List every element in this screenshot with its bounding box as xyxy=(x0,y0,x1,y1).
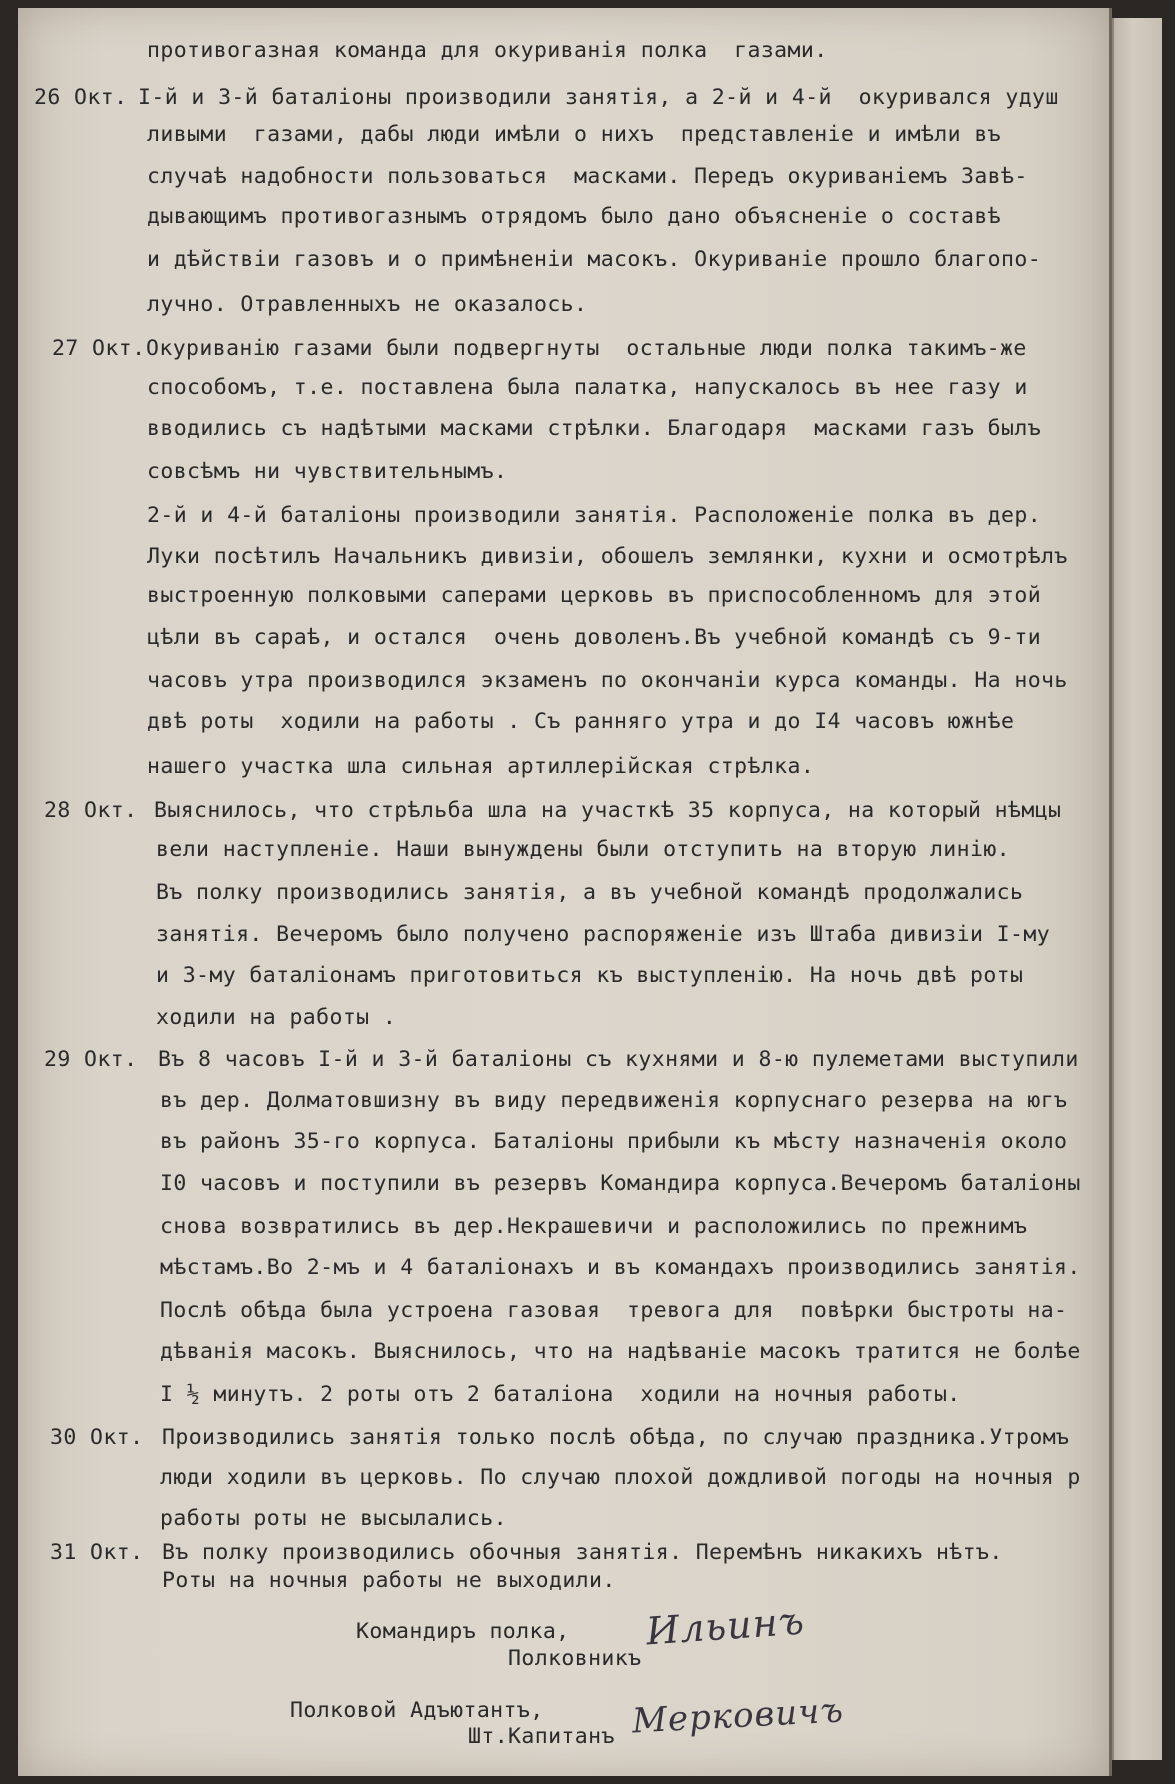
text-line: ходили на работы . xyxy=(156,1005,397,1030)
entry-date: 29 Окт. xyxy=(44,1047,138,1072)
text-line: Луки посѣтилъ Начальникъ дивизіи, обошелъ землянки, кухни и осмотрѣлъ xyxy=(147,544,1068,569)
text-line: случаѣ надобности пользоваться масками. Передъ окуриваніемъ Завѣ- xyxy=(147,164,1028,189)
adjutant-title: Полковой Адъютантъ, xyxy=(290,1698,544,1723)
text-line: въ районъ 35-го корпуса. Баталіоны прибыли къ мѣсту назначенія около xyxy=(160,1129,1068,1154)
text-line: 2-й и 4-й баталіоны производили занятія. Расположеніе полка въ дер. xyxy=(147,503,1042,528)
text-line: I ½ минутъ. 2 роты отъ 2 баталіона ходили на ночныя работы. xyxy=(160,1382,961,1407)
text-line: Производились занятія только послѣ обѣда, по случаю праздника.Утромъ xyxy=(162,1425,1070,1450)
text-line: снова возвратились въ дер.Некрашевичи и расположились по прежнимъ xyxy=(160,1214,1028,1239)
adjutant-signature: Мерковичъ xyxy=(631,1690,845,1742)
text-line: Въ полку производились обочныя занятія. Перемѣнъ никакихъ нѣтъ. xyxy=(162,1540,1003,1565)
entry-date: 31 Окт. xyxy=(50,1540,144,1565)
adjutant-rank: Шт.Капитанъ xyxy=(468,1724,615,1749)
text-line: и дѣйствіи газовъ и о примѣненіи масокъ. Окуриваніе прошло благопо- xyxy=(147,247,1042,272)
text-line: Въ полку производились занятія, а въ учебной командѣ продолжались xyxy=(156,880,1024,905)
text-line: противогазная команда для окуриванія полка газами. xyxy=(147,38,828,63)
text-line: I0 часовъ и поступили въ резервъ Командира корпуса.Вечеромъ баталіоны xyxy=(160,1171,1081,1196)
text-line: лучно. Отравленныхъ не оказалось. xyxy=(147,292,588,317)
text-line: вели наступленіе. Наши вынуждены были отступить на вторую линію. xyxy=(156,837,1011,862)
text-line: Въ 8 часовъ I-й и 3-й баталіоны съ кухнями и 8-ю пулеметами выступили xyxy=(158,1047,1079,1072)
text-line: въ дер. Долматовшизну въ виду передвиженія корпуснаго резерва на югъ xyxy=(160,1088,1068,1113)
text-line: выстроенную полковыми саперами церковь въ приспособленномъ для этой xyxy=(147,583,1042,608)
text-line: часовъ утра производился экзаменъ по окончаніи курса команды. На ночь xyxy=(147,668,1068,693)
entry-date: 30 Окт. xyxy=(50,1425,144,1450)
entry-date: 27 Окт. xyxy=(52,336,146,361)
text-line: Роты на ночныя работы не выходили. xyxy=(162,1568,616,1593)
commander-title: Командиръ полка, xyxy=(356,1619,570,1644)
text-line: Выяснилось, что стрѣльба шла на участкѣ 35 корпуса, на который нѣмцы xyxy=(154,798,1062,823)
text-line: ливыми газами, дабы люди имѣли о нихъ представленіе и имѣли въ xyxy=(147,122,1002,147)
text-line: нашего участка шла сильная артиллерійская стрѣлка. xyxy=(147,754,815,779)
text-line: дѣванія масокъ. Выяснилось, что на надѣваніе масокъ тратится не болѣе xyxy=(160,1339,1081,1364)
text-line: мѣстамъ.Во 2-мъ и 4 баталіонахъ и въ командахъ производились занятія. xyxy=(160,1255,1081,1280)
entry-date: 28 Окт. xyxy=(44,798,138,823)
text-line: люди ходили въ церковь. По случаю плохой дождливой погоды на ночныя р xyxy=(160,1465,1081,1490)
text-line: работы роты не высылались. xyxy=(160,1506,507,1531)
text-line: совсѣмъ ни чувствительнымъ. xyxy=(147,459,508,484)
text-line: вводились съ надѣтыми масками стрѣлки. Благодаря масками газъ былъ xyxy=(147,416,1042,441)
text-line: способомъ, т.е. поставлена была палатка, напускалось въ нее газу и xyxy=(147,375,1028,400)
commander-rank: Полковникъ xyxy=(508,1646,642,1671)
text-line: дывающимъ противогазнымъ отрядомъ было дано объясненіе о составѣ xyxy=(147,204,1002,229)
text-line: двѣ роты ходили на работы . Съ ранняго утра и до I4 часовъ южнѣе xyxy=(147,709,1015,734)
text-line: Окуриванію газами были подвергнуты остальные люди полка такимъ-же xyxy=(146,336,1027,361)
text-line: I-й и 3-й баталіоны производили занятія, а 2-й и 4-й окуривался удуш xyxy=(138,85,1059,110)
entry-date: 26 Окт. xyxy=(34,85,128,110)
commander-signature: Ильинъ xyxy=(644,1598,807,1654)
text-line: цѣли въ сараѣ, и остался очень доволенъ.Въ учебной командѣ съ 9-ти xyxy=(147,625,1042,650)
text-line: занятія. Вечеромъ было получено распоряженіе изъ Штаба дивизіи I-му xyxy=(156,922,1051,947)
next-page-edge xyxy=(1112,18,1162,1760)
text-line: Послѣ обѣда была устроена газовая тревога для повѣрки быстроты на- xyxy=(160,1298,1068,1323)
text-line: и 3-му баталіонамъ приготовиться къ выступленію. На ночь двѣ роты xyxy=(156,963,1024,988)
